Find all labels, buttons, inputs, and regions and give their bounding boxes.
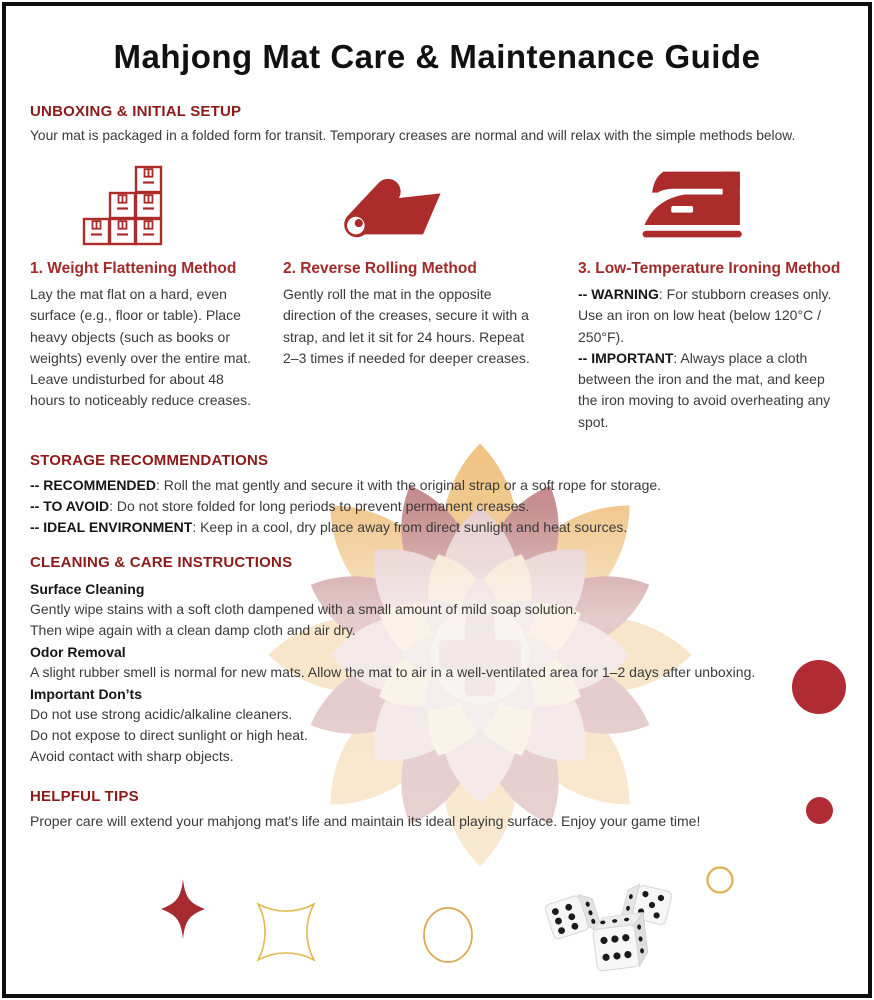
storage-item: -- TO AVOID: Do not store folded for long periods to prevent permanent creases. (30, 498, 530, 514)
method-title: 3. Low-Temperature Ironing Method (578, 260, 841, 277)
tips-heading: HELPFUL TIPS (30, 788, 139, 805)
method-reverse-rolling (283, 158, 578, 433)
cleaning-line: Then wipe again with a clean damp cloth and air dry. (30, 622, 356, 638)
cleaning-subtitle: Odor Removal (30, 644, 126, 660)
unboxing-intro: Your mat is packaged in a folded form for transit. Temporary creases are normal and will relax with the simple methods below. (30, 128, 796, 143)
cleaning-line: Do not use strong acidic/alkaline cleaners. (30, 706, 293, 722)
section-cleaning (30, 554, 846, 767)
tips-text: Proper care will extend your mahjong mat's life and maintain its ideal playing surface. Enjoy your game time! (30, 813, 701, 829)
section-tips (30, 788, 846, 832)
method-important: -- IMPORTANT: Always place a cloth between the iron and the mat, and keep the iron moving to avoid overheating any spot. (578, 349, 831, 430)
red-dot-large (792, 660, 846, 714)
cleaning-subtitle: Important Don’ts (30, 686, 142, 702)
cleaning-subtitle: Surface Cleaning (30, 581, 145, 597)
rolled-mat-icon (329, 172, 447, 246)
section-storage (30, 452, 846, 538)
method-body: Lay the mat flat on a hard, even surface (e.g., floor or table). Place heavy objects (such as books or weights) evenly over the entire mat. Leave undisturbed for about 48 hours to noticeably reduce creases. (30, 286, 252, 409)
cleaning-line: Do not expose to direct sunlight or high heat. (30, 727, 308, 743)
method-warning: -- WARNING: For stubborn creases only. Use an iron on low heat (below 120°C / 250°F). (578, 286, 832, 345)
gold-circle-outline-icon (705, 865, 735, 895)
method-low-temp-ironing (578, 158, 860, 433)
method-weight-flattening (30, 158, 283, 433)
ellipse-outline-icon (421, 905, 475, 965)
cleaning-line: A slight rubber smell is normal for new mats. Allow the mat to air in a well-ventilated area for 1–2 days after unboxing. (30, 664, 756, 680)
storage-item: -- RECOMMENDED: Roll the mat gently and secure it with the original strap or a soft rope for storage. (30, 477, 662, 493)
four-point-star-outline-icon (255, 901, 317, 963)
method-title: 2. Reverse Rolling Method (283, 260, 477, 277)
dice-image (528, 874, 694, 988)
storage-item: -- IDEAL ENVIRONMENT: Keep in a cool, dry place away from direct sunlight and heat sources. (30, 519, 628, 535)
red-dot-small (806, 797, 833, 824)
cleaning-line: Gently wipe stains with a soft cloth dampened with a small amount of mild soap solution. (30, 601, 578, 617)
method-body: Gently roll the mat in the opposite direction of the creases, secure it with a strap, and let it sit for 24 hours. Repeat 2–3 times if needed for deeper creases. (283, 286, 530, 366)
section-unboxing (30, 103, 846, 143)
stacked-boxes-icon (74, 164, 174, 246)
sparkle-icon (160, 879, 206, 939)
cleaning-heading: CLEANING & CARE INSTRUCTIONS (30, 554, 293, 571)
method-title: 1. Weight Flattening Method (30, 260, 237, 277)
cleaning-line: Avoid contact with sharp objects. (30, 748, 234, 764)
unboxing-heading: UNBOXING & INITIAL SETUP (30, 103, 242, 120)
page-title: Mahjong Mat Care & Maintenance Guide (113, 38, 761, 75)
iron-icon (638, 164, 754, 246)
method-columns (30, 158, 860, 433)
storage-heading: STORAGE RECOMMENDATIONS (30, 452, 269, 469)
